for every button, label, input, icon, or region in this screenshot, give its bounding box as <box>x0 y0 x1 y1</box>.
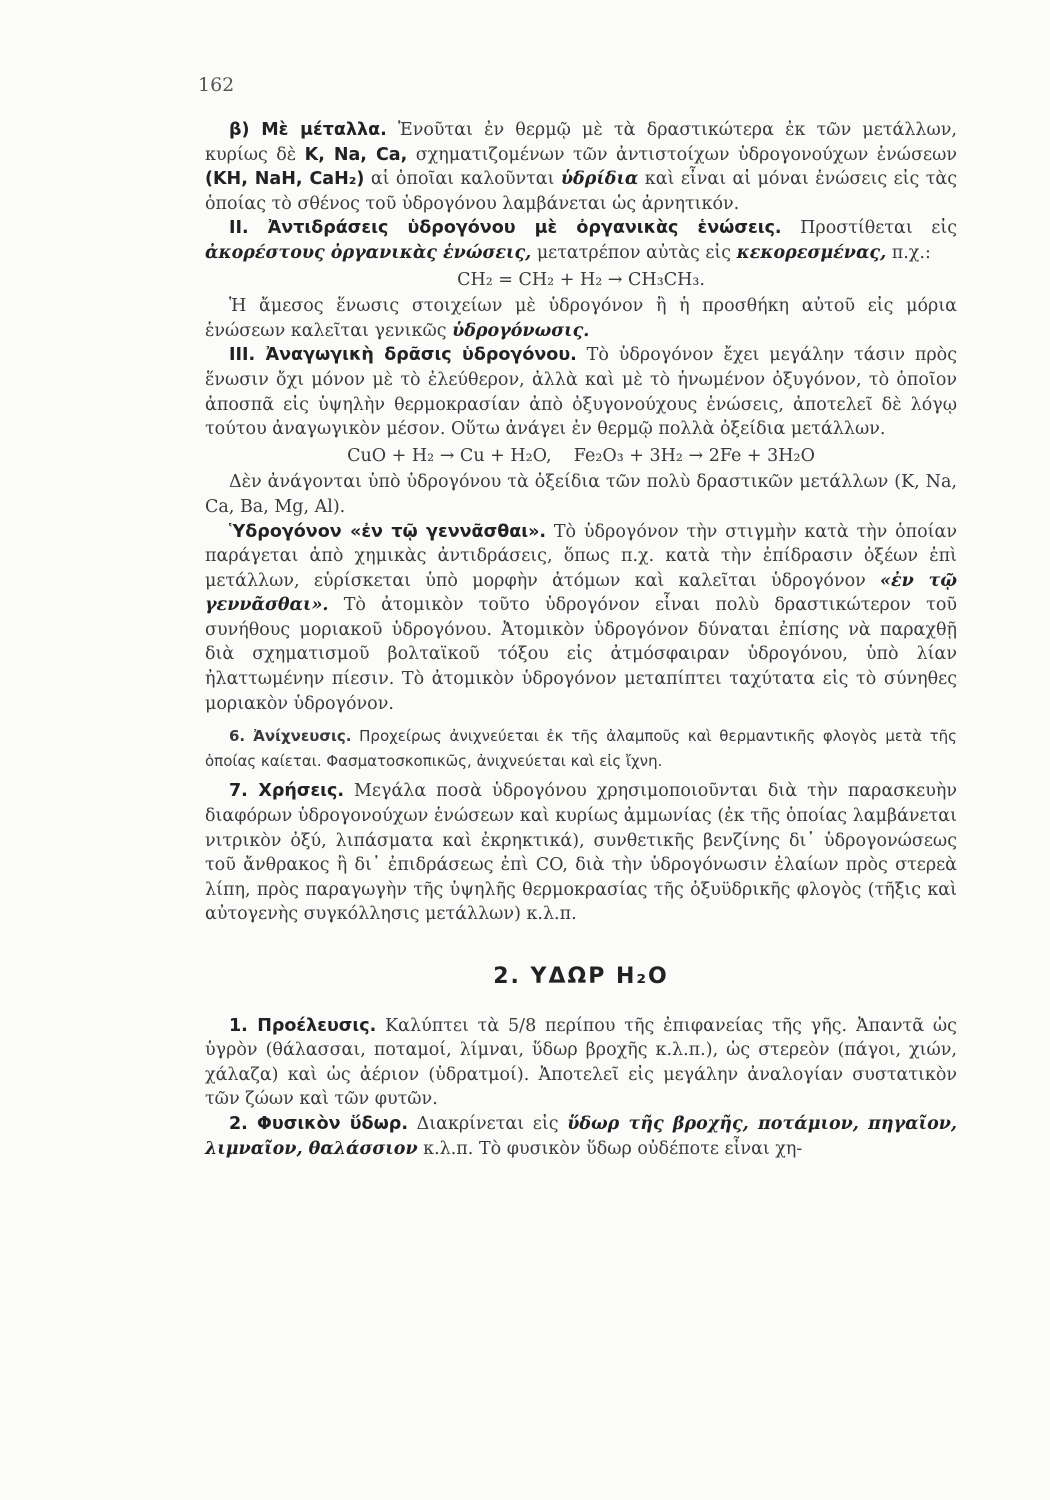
chapter-title: 2. ΥΔΩΡ H₂O <box>493 964 669 989</box>
section-water-1 <box>205 1014 957 1112</box>
heading-nascent: Ὑδρογόνον «ἐν τῷ γεννᾶσθαι». <box>229 521 547 542</box>
text: Διακρίνεται εἰς <box>407 1113 568 1134</box>
text: Τὸ ὑδρογόνον ἔχει μεγάλην τάσιν πρὸς ἕνωσιν ὄχι μόνον μὲ τὸ ἐλεύθερον, ἀλλὰ καὶ μὲ τὸ ἡνωμένον ὀξυγόνον, τὸ ὁποῖον ἀποσπᾶ εἰς ὑψηλὴν θερμοκρασίαν ἀπὸ ὀξυγονούχους ἑνώσεις, ἀποτελεῖ δὲ λόγῳ τούτου ἀναγωγικὸν μέσον. Οὕτω ἀνάγει ἐν θερμῷ πολλὰ ὀξείδια μετάλλων. <box>205 345 957 440</box>
equation-ethylene: CH₂ = CH₂ + H₂ → CH₃CH₃. <box>457 269 705 290</box>
text: Τὸ ὑδρογόνον τὴν στιγμὴν κατὰ τὴν ὁποίαν παράγεται ἀπὸ χημικὰς ἀντιδράσεις, ὅπως π.χ. κατὰ τὴν ἐπίδρασιν ὀξέων ἐπὶ μετάλλων, εὑρίσκεται ὑπὸ μορφὴν ἀτόμων καὶ καλεῖται ὑδρογόνον <box>205 521 957 591</box>
text: αἱ ὁποῖαι καλοῦνται <box>364 169 561 190</box>
text: Ἡ ἄμεσος ἕνωσις στοιχείων μὲ ὑδρογόνον ἢ ἡ προσθήκη αὐτοῦ εἰς μόρια ἑνώσεων καλεῖται γενικῶς <box>205 296 957 341</box>
term-water-types: ὕδωρ τῆς βροχῆς, ποτάμιον, πηγαῖον, λιμναῖον, θαλάσσιον <box>205 1113 957 1159</box>
heading-II: II. Ἀντιδράσεις ὑδρογόνου μὲ ὀργανικὰς ἑνώσεις. <box>229 218 782 239</box>
heading-beta: β) Mὲ μέταλλα. <box>229 120 387 140</box>
section-III <box>205 343 957 441</box>
equation-reduction: CuO + H₂ → Cu + H₂O, Fe₂O₃ + 3H₂ → 2Fe + 3H₂O <box>347 445 815 466</box>
text: Προχείρως ἀνιχνεύεται ἐκ τῆς ἀλαμποῦς καὶ θερμαντικῆς φλογὸς μετὰ τῆς ὁποίας καίεται. Φασματοσκοπικῶς, ἀνιχνεύεται καὶ εἰς ἴχνη. <box>205 727 957 770</box>
text: Μεγάλα ποσὰ ὑδρογόνου χρησιμοποιοῦνται διὰ τὴν παρασκευὴν διαφόρων ὑδρογονούχων ἑνώσεων καὶ κυρίως ἀμμωνίας (ἐκ τῆς ὁποίας λαμβάνεται νιτρικὸν ὀξύ, λιπάσματα καὶ ἐκρηκτικά), συνθετικῆς βενζίνης δι᾿ ὑδρογονώσεως τοῦ ἄνθρακος ἢ δι᾿ ἐπιδράσεως ἐπὶ CO, διὰ τὴν ὑδρογόνωσιν ἐλαίων πρὸς στερεὰ λίπη, πρὸς παραγωγὴν τῆς ὑψηλῆς θερμοκρασίας τῆς ὀξυϋδρικῆς φλογὸς (τῆξις καὶ αὐτογενὴς συγκόλλησις μετάλλων) κ.λ.π. <box>205 781 957 925</box>
paragraph-nonreduced: Δὲν ἀνάγονται ὑπὸ ὑδρογόνου τὰ ὀξείδια τῶν πολὺ δραστικῶν μετάλλων (K, Na, Ca, Ba, Mg, Al). <box>205 472 957 517</box>
paragraph-hydrogenation <box>205 294 957 343</box>
heading-6: 6. Ἀνίχνευσις. <box>229 727 352 746</box>
term-hydrides: ὑδρίδια <box>560 169 639 190</box>
term: ἀκορέστους ὀργανικὰς ἑνώσεις, <box>205 242 532 263</box>
heading-7: 7. Χρήσεις. <box>229 781 345 802</box>
section-II <box>205 216 957 265</box>
text: Ἑνοῦται ἐν θερμῷ μὲ τὰ δραστικώτερα ἐκ τῶν μετάλλων, κυρίως δὲ <box>205 120 957 165</box>
text: μετατρέπον αὐτὰς εἰς <box>531 242 737 263</box>
section-6 <box>205 724 957 773</box>
heading-origin: 1. Προέλευσις. <box>229 1015 377 1036</box>
text: Προστίθεται εἰς <box>781 218 957 239</box>
text: σχηματιζομένων τῶν ἀντιστοίχων ὑδρογονούχων ἑνώσεων <box>407 144 957 165</box>
text: καὶ εἶναι αἱ μόναι ἑνώσεις εἰς τὰς ὁποίας τὸ σθένος τοῦ ὑδρογόνου λαμβάνεται ὡς ἀρνητικόν. <box>205 169 957 214</box>
term-nascent: «ἐν τῷ γεννᾶσθαι». <box>205 570 958 616</box>
page-number: 162 <box>198 74 235 96</box>
compounds: (KH, NaH, CaH₂) <box>205 169 365 190</box>
term-hydrogenation: ὑδρογόνωσις. <box>452 320 590 341</box>
section-nascent <box>205 520 957 717</box>
text: π.χ.: <box>886 242 931 263</box>
term: κεκορεσμένας, <box>736 242 887 263</box>
elements: K, Na, Ca, <box>304 144 408 165</box>
body-text <box>205 118 957 1161</box>
heading-III: III. Ἀναγωγικὴ δρᾶσις ὑδρογόνου. <box>229 345 577 366</box>
text: Τὸ ἀτομικὸν τοῦτο ὑδρογόνον εἶναι πολὺ δραστικώτερον τοῦ συνήθους μοριακοῦ ὑδρογόνου. Ἀτομικὸν ὑδρογόνον δύναται ἐπίσης νὰ παραχθῇ διὰ σχηματισμοῦ βολταϊκοῦ τόξου εἰς ἀτμόσφαιραν ὑδρογόνου, ὑπὸ λίαν ἠλαττωμένην πίεσιν. Τὸ ἀτομικὸν ὑδρογόνον μεταπίπτει ταχύτατα εἰς τὸ σύνηθες μοριακὸν ὑδρογόνον. <box>205 595 957 714</box>
section-water-2 <box>205 1112 957 1161</box>
section-7 <box>205 779 957 927</box>
section-beta <box>205 118 957 216</box>
text: Καλύπτει τὰ 5/8 περίπου τῆς ἐπιφανείας τῆς γῆς. Ἀπαντᾶ ὡς ὑγρὸν (θάλασσαι, ποταμοί, λίμναι, ὕδωρ βροχῆς κ.λ.π.), ὡς στερεὸν (πάγοι, χιών, χάλαζα) καὶ ὡς ἀέριον (ὑδρατμοί). Ἀποτελεῖ εἰς μεγάλην ἀναλογίαν συστατικὸν τῶν ζώων καὶ τῶν φυτῶν. <box>205 1015 957 1110</box>
heading-natural-water: 2. Φυσικὸν ὕδωρ. <box>229 1113 408 1134</box>
text: κ.λ.π. Τὸ φυσικὸν ὕδωρ οὐδέποτε εἶναι χη- <box>417 1138 803 1159</box>
